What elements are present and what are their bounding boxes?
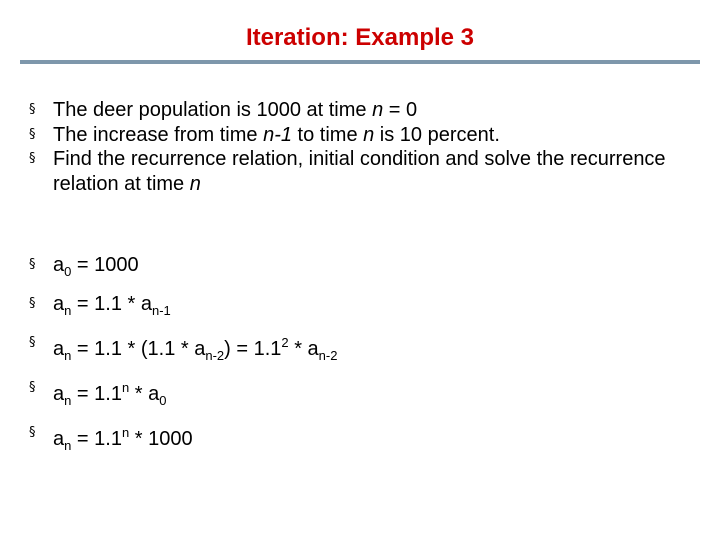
problem-statement-list xyxy=(29,98,689,196)
eq-text: a xyxy=(53,254,65,276)
equation-item xyxy=(29,253,689,285)
equation-item xyxy=(29,421,689,459)
eq-subscript: n xyxy=(64,348,72,363)
eq-text: a xyxy=(53,383,65,405)
variable-n: n xyxy=(189,172,201,195)
bullet-icon: § xyxy=(29,380,36,395)
item-text: The increase from time xyxy=(53,123,264,146)
solution-steps-list xyxy=(29,253,689,466)
item-text: is 10 percent. xyxy=(374,123,500,146)
equation-item xyxy=(29,331,689,369)
item-text: The deer population is 1000 at time xyxy=(53,99,373,121)
item-text: to time xyxy=(291,123,364,146)
eq-subscript: n xyxy=(64,438,72,453)
equation-item xyxy=(29,292,689,324)
eq-text: = 1.1 * (1.1 * a xyxy=(71,338,206,360)
bullet-icon: § xyxy=(29,102,36,117)
eq-text: a xyxy=(53,338,65,360)
eq-text: = 1.1 * a xyxy=(71,293,152,315)
eq-subscript: n xyxy=(64,393,72,408)
variable-n: n xyxy=(363,123,375,146)
eq-text: * 1000 xyxy=(129,428,193,450)
eq-text: = 1.1 xyxy=(71,428,122,450)
bullet-icon: § xyxy=(29,335,36,350)
eq-text: * a xyxy=(129,383,160,405)
eq-superscript: n xyxy=(121,425,130,440)
title-divider xyxy=(20,60,700,64)
bullet-icon: § xyxy=(29,126,36,142)
list-item xyxy=(29,123,689,148)
bullet-icon: § xyxy=(29,151,36,166)
eq-text: * a xyxy=(288,338,319,360)
list-item xyxy=(29,147,689,196)
eq-text: a xyxy=(53,428,65,450)
eq-subscript: 0 xyxy=(64,264,72,279)
eq-subscript: n-2 xyxy=(205,348,225,363)
eq-text: = 1000 xyxy=(71,254,139,276)
eq-subscript: 0 xyxy=(159,393,167,408)
eq-superscript: n xyxy=(121,380,130,395)
eq-text: ) = 1.1 xyxy=(224,338,282,360)
eq-subscript: n-1 xyxy=(151,303,171,318)
list-item xyxy=(29,98,689,123)
bullet-icon: § xyxy=(29,257,36,272)
slide-title: Iteration: Example 3 xyxy=(245,24,475,51)
variable-n-minus-1: n-1 xyxy=(263,123,292,146)
eq-subscript: n-2 xyxy=(318,348,338,363)
item-text: Find the recurrence relation, initial condition and solve the recurrence relation at time xyxy=(53,148,666,195)
eq-text: a xyxy=(53,293,65,315)
eq-superscript: 2 xyxy=(281,335,289,350)
bullet-icon: § xyxy=(29,425,36,440)
eq-subscript: n xyxy=(64,303,72,318)
equation-item xyxy=(29,376,689,414)
bullet-icon: § xyxy=(29,296,36,311)
eq-text: = 1.1 xyxy=(71,383,122,405)
variable-n: n xyxy=(372,99,384,121)
item-text: = 0 xyxy=(383,99,418,121)
